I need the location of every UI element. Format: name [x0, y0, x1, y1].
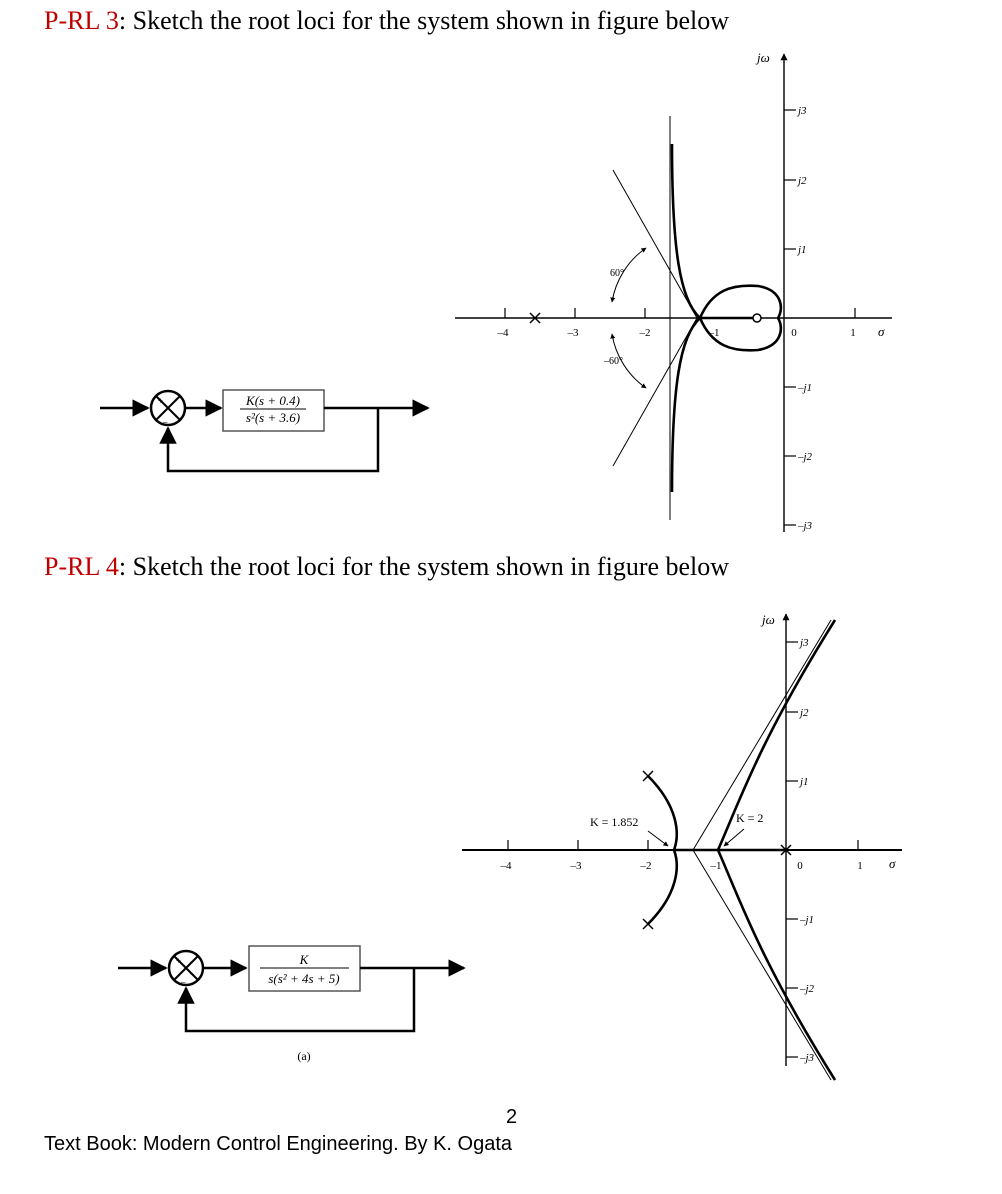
summing-junction-icon	[151, 391, 185, 427]
summing-junction-icon	[169, 951, 203, 987]
jw-axis-label: jω	[757, 50, 770, 65]
y-tick: –j1	[798, 382, 813, 394]
angle-label: –60°	[604, 356, 623, 367]
x-tick: –2	[640, 860, 652, 872]
y-tick: –j3	[798, 520, 813, 532]
figure-caption: (a)	[297, 1049, 311, 1063]
y-tick: –j2	[798, 451, 813, 463]
y-tick: j1	[798, 244, 807, 256]
sigma-axis-label: σ	[878, 324, 885, 339]
sigma-axis-label: σ	[889, 856, 896, 871]
problem-4-label: P-RL 4	[44, 552, 119, 581]
problem-3-root-locus	[455, 50, 892, 532]
x-tick: –4	[500, 860, 512, 872]
problem-4-block-diagram	[118, 946, 464, 1063]
gain-annotation: K = 1.852	[590, 815, 639, 829]
x-tick: 0	[797, 860, 803, 872]
y-tick: j2	[798, 175, 807, 187]
x-tick: 1	[857, 860, 863, 872]
y-tick: –j1	[800, 914, 815, 926]
asymptote	[613, 318, 697, 466]
svg-text:–: –	[181, 977, 186, 987]
x-tick: –4	[497, 327, 509, 339]
problem-3-title: : Sketch the root loci for the system shown in figure below	[118, 6, 730, 35]
footer-citation: Text Book: Modern Control Engineering. By K. Ogata	[44, 1133, 513, 1155]
tf-denominator: s(s² + 4s + 5)	[268, 971, 340, 986]
x-tick: –1	[710, 860, 722, 872]
pole-icon	[643, 919, 653, 929]
x-tick: –2	[639, 327, 651, 339]
tf-denominator: s²(s + 3.6)	[245, 410, 301, 425]
x-tick: 0	[791, 327, 797, 339]
pole-icon	[643, 771, 653, 781]
locus-branch	[672, 144, 700, 318]
problem-4-title: : Sketch the root loci for the system shown in figure below	[118, 552, 730, 581]
y-tick: j1	[800, 776, 809, 788]
x-tick: –3	[567, 327, 579, 339]
locus-branch	[718, 850, 835, 1080]
asymptote	[693, 850, 831, 1080]
zero-icon	[753, 314, 761, 322]
y-tick: –j2	[800, 983, 815, 995]
y-tick: j2	[800, 707, 809, 719]
svg-text:–: –	[163, 417, 168, 427]
locus-loop	[700, 286, 781, 318]
y-tick: j3	[798, 105, 807, 117]
locus-branch	[672, 318, 700, 492]
problem-4-root-locus	[462, 612, 902, 1080]
asymptote	[613, 170, 697, 318]
problem-3-block-diagram	[100, 390, 428, 471]
svg-text:+: +	[158, 396, 164, 406]
angle-label: 60°	[610, 268, 624, 279]
tf-numerator: K	[299, 952, 309, 967]
x-tick: –1	[708, 327, 720, 339]
page-number: 2	[506, 1106, 518, 1128]
problem-3-label: P-RL 3	[44, 6, 119, 35]
svg-text:+: +	[176, 956, 182, 966]
x-tick: –3	[570, 860, 582, 872]
y-tick: j3	[800, 637, 809, 649]
jw-axis-label: jω	[762, 612, 775, 627]
y-tick: –j3	[800, 1052, 815, 1064]
gain-annotation: K = 2	[736, 811, 764, 825]
x-tick: 1	[850, 327, 856, 339]
tf-numerator: K(s + 0.4)	[246, 393, 300, 408]
